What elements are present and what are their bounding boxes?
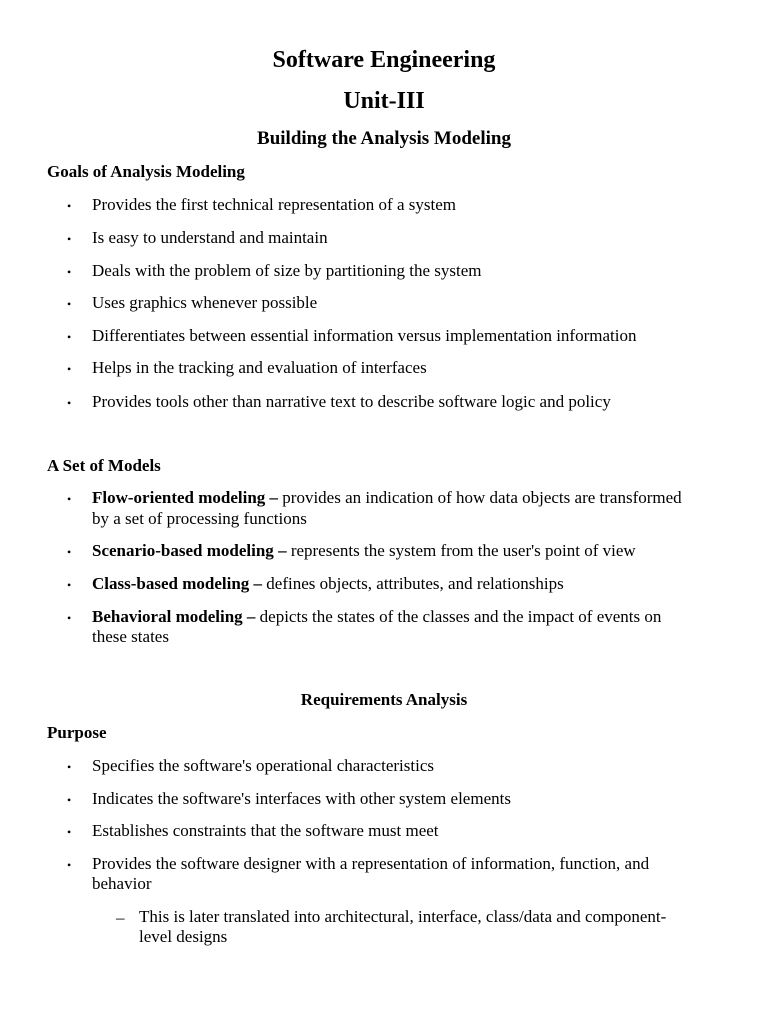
- model-term: Flow-oriented modeling: [92, 488, 266, 507]
- dash-icon: –: [116, 908, 125, 927]
- bullet-icon: •: [67, 297, 72, 311]
- model-description: represents the system from the user's point of view: [290, 541, 636, 560]
- model-description: defines objects, attributes, and relationships: [266, 574, 564, 593]
- list-item-text: Indicates the software's interfaces with other system elements: [92, 789, 511, 808]
- list-item-text: Provides the software designer with a representation of information, function, and: [92, 854, 650, 873]
- bullet-icon: •: [67, 611, 72, 625]
- requirements-heading: Requirements Analysis: [300, 690, 468, 709]
- goals-heading: Goals of Analysis Modeling: [47, 162, 245, 181]
- list-item-text: Provides the first technical representation of a system: [92, 195, 456, 214]
- bullet-icon: •: [67, 396, 72, 410]
- list-item-text: Deals with the problem of size by partitioning the system: [92, 261, 482, 280]
- list-item-text: Is easy to understand and maintain: [92, 228, 328, 247]
- term-separator: –: [249, 574, 267, 593]
- bullet-icon: •: [67, 492, 72, 506]
- list-item-text: Specifies the software's operational characteristics: [92, 756, 434, 775]
- bullet-icon: •: [67, 232, 72, 246]
- document-title: Software Engineering: [272, 47, 496, 73]
- bullet-icon: •: [67, 362, 72, 376]
- list-item-text: Helps in the tracking and evaluation of interfaces: [92, 358, 427, 377]
- bullet-icon: •: [67, 825, 72, 839]
- purpose-heading: Purpose: [47, 723, 107, 742]
- bullet-icon: •: [67, 330, 72, 344]
- list-item-text: Uses graphics whenever possible: [92, 293, 318, 312]
- model-term: Behavioral modeling: [92, 607, 243, 626]
- term-separator: –: [265, 488, 283, 507]
- bullet-icon: •: [67, 199, 72, 213]
- term-separator: –: [273, 541, 291, 560]
- list-item-text: Differentiates between essential information versus implementation information: [92, 326, 637, 345]
- bullet-icon: •: [67, 578, 72, 592]
- term-separator: –: [242, 607, 260, 626]
- chapter-title: Building the Analysis Modeling: [257, 128, 511, 149]
- model-description: provides an indication of how data objects are transformed: [282, 488, 682, 507]
- models-heading: A Set of Models: [47, 456, 161, 475]
- model-description: depicts the states of the classes and the impact of events on: [259, 607, 662, 626]
- model-term: Class-based modeling: [92, 574, 250, 593]
- list-item-text-continued: behavior: [92, 874, 152, 893]
- model-term: Scenario-based modeling: [92, 541, 274, 560]
- model-description-continued: these states: [92, 627, 169, 646]
- bullet-icon: •: [67, 793, 72, 807]
- model-description-continued: by a set of processing functions: [92, 509, 307, 528]
- bullet-icon: •: [67, 760, 72, 774]
- list-item-text: Provides tools other than narrative text to describe software logic and policy: [92, 392, 611, 411]
- bullet-icon: •: [67, 545, 72, 559]
- sub-list-item-text: This is later translated into architectural, interface, class/data and component-: [139, 907, 667, 926]
- bullet-icon: •: [67, 265, 72, 279]
- list-item-text: Establishes constraints that the software must meet: [92, 821, 439, 840]
- unit-title: Unit-III: [343, 88, 425, 114]
- sub-list-item-text-continued: level designs: [139, 927, 228, 946]
- bullet-icon: •: [67, 858, 72, 872]
